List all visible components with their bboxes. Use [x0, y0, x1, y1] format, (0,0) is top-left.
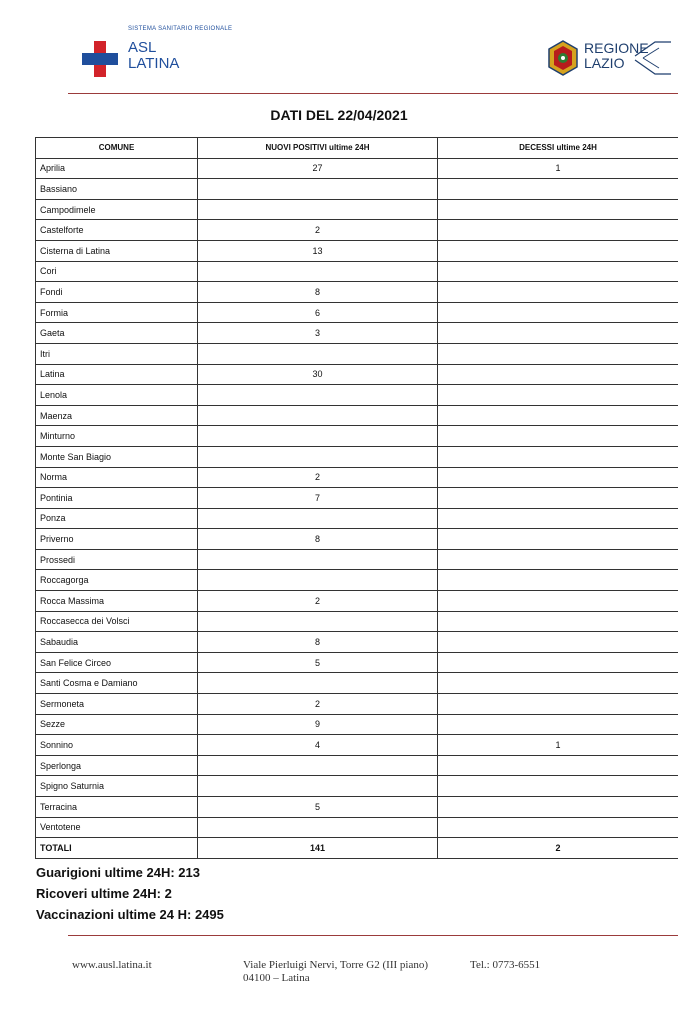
cell-deaths: [438, 488, 678, 509]
cell-new-positives: 2: [198, 694, 438, 715]
table-row: [36, 714, 678, 735]
cell-new-positives: [198, 385, 438, 406]
cell-new-positives: 13: [198, 240, 438, 261]
cell-deaths: [438, 632, 678, 653]
cell-comune: Castelforte: [36, 220, 198, 241]
table-row: [36, 817, 678, 838]
cell-deaths: [438, 529, 678, 550]
cell-new-positives: [198, 673, 438, 694]
table-row: [36, 591, 678, 612]
cell-new-positives: [198, 755, 438, 776]
lazio-crest-icon: [547, 40, 579, 76]
cell-deaths: [438, 179, 678, 200]
cell-new-positives: 9: [198, 714, 438, 735]
cell-new-positives: [198, 817, 438, 838]
cell-comune: Cori: [36, 261, 198, 282]
page-title: DATI DEL 22/04/2021: [270, 107, 408, 123]
cell-comune: Sezze: [36, 714, 198, 735]
cell-deaths: [438, 797, 678, 818]
table-row: [36, 755, 678, 776]
total-deaths: 2: [438, 838, 678, 859]
cell-deaths: [438, 652, 678, 673]
cell-deaths: [438, 776, 678, 797]
footer-website[interactable]: www.ausl.latina.it: [72, 959, 152, 971]
asl-latina-logo: [82, 24, 252, 84]
cell-comune: Priverno: [36, 529, 198, 550]
cell-new-positives: [198, 179, 438, 200]
cell-new-positives: 2: [198, 220, 438, 241]
table-row: [36, 488, 678, 509]
cell-deaths: [438, 282, 678, 303]
cell-comune: Santi Cosma e Damiano: [36, 673, 198, 694]
table-row: [36, 673, 678, 694]
table-row: [36, 220, 678, 241]
cell-new-positives: [198, 776, 438, 797]
cell-deaths: [438, 302, 678, 323]
cell-comune: Roccagorga: [36, 570, 198, 591]
table-row: [36, 158, 678, 179]
cell-comune: Spigno Saturnia: [36, 776, 198, 797]
cell-comune: Maenza: [36, 405, 198, 426]
region-name-line2: LAZIO: [584, 55, 625, 71]
table-row: [36, 611, 678, 632]
table-row: [36, 467, 678, 488]
cell-deaths: [438, 343, 678, 364]
total-label: TOTALI: [36, 838, 198, 859]
table-row: [36, 549, 678, 570]
cell-comune: Cisterna di Latina: [36, 240, 198, 261]
cell-deaths: [438, 508, 678, 529]
cell-comune: Sperlonga: [36, 755, 198, 776]
table-row: [36, 179, 678, 200]
table-total-row: [36, 838, 678, 859]
cell-new-positives: [198, 405, 438, 426]
cell-comune: Fondi: [36, 282, 198, 303]
table-row: [36, 385, 678, 406]
table-row: [36, 776, 678, 797]
cell-new-positives: 6: [198, 302, 438, 323]
table-row: [36, 282, 678, 303]
cell-new-positives: [198, 570, 438, 591]
cell-comune: Roccasecca dei Volsci: [36, 611, 198, 632]
cell-comune: Monte San Biagio: [36, 446, 198, 467]
cell-deaths: [438, 385, 678, 406]
table-row: [36, 261, 678, 282]
cell-comune: Aprilia: [36, 158, 198, 179]
cell-new-positives: [198, 199, 438, 220]
cell-comune: Itri: [36, 343, 198, 364]
cell-comune: Formia: [36, 302, 198, 323]
asl-name-line2: LATINA: [128, 55, 180, 72]
table-row: [36, 652, 678, 673]
footer-address: [243, 959, 448, 985]
covid-data-table: [35, 137, 678, 859]
cell-deaths: [438, 570, 678, 591]
footer-phone: Tel.: 0773-6551: [470, 959, 541, 971]
asl-name-line1: ASL: [128, 39, 157, 56]
cell-deaths: [438, 467, 678, 488]
cell-new-positives: 3: [198, 323, 438, 344]
cell-comune: Minturno: [36, 426, 198, 447]
cell-deaths: [438, 714, 678, 735]
total-new-positives: 141: [198, 838, 438, 859]
cell-deaths: [438, 364, 678, 385]
page-footer: [0, 955, 678, 1015]
cell-new-positives: 5: [198, 797, 438, 818]
cell-deaths: [438, 220, 678, 241]
footer-address-line2: 04100 – Latina: [243, 972, 310, 984]
table-header-row: [36, 138, 678, 159]
table-row: [36, 240, 678, 261]
cell-deaths: [438, 591, 678, 612]
table-row: [36, 405, 678, 426]
table-row: [36, 343, 678, 364]
cell-comune: Bassiano: [36, 179, 198, 200]
cell-new-positives: 7: [198, 488, 438, 509]
table-row: [36, 508, 678, 529]
table-row: [36, 570, 678, 591]
cell-new-positives: [198, 261, 438, 282]
table-row: [36, 797, 678, 818]
cell-deaths: [438, 673, 678, 694]
cell-new-positives: [198, 611, 438, 632]
column-header-new-positives: NUOVI POSITIVI ultime 24H: [198, 138, 438, 159]
cell-comune: Sonnino: [36, 735, 198, 756]
cell-new-positives: 2: [198, 591, 438, 612]
cell-new-positives: 5: [198, 652, 438, 673]
cell-comune: Ventotene: [36, 817, 198, 838]
cell-deaths: [438, 323, 678, 344]
cell-deaths: [438, 549, 678, 570]
table-row: [36, 426, 678, 447]
healed-summary: Guarigioni ultime 24H: 213: [36, 865, 200, 880]
cell-comune: Sabaudia: [36, 632, 198, 653]
cell-deaths: [438, 755, 678, 776]
column-header-comune: COMUNE: [36, 138, 198, 159]
lazio-wing-icon: [633, 40, 673, 76]
cell-deaths: [438, 694, 678, 715]
cell-new-positives: 8: [198, 529, 438, 550]
hospitalized-summary: Ricoveri ultime 24H: 2: [36, 886, 172, 901]
asl-name: [128, 40, 179, 72]
cell-new-positives: [198, 343, 438, 364]
cell-comune: Lenola: [36, 385, 198, 406]
page-header: [0, 0, 678, 95]
table-row: [36, 323, 678, 344]
cell-comune: Gaeta: [36, 323, 198, 344]
table-row: [36, 529, 678, 550]
cell-new-positives: 8: [198, 632, 438, 653]
cell-deaths: [438, 261, 678, 282]
cell-comune: San Felice Circeo: [36, 652, 198, 673]
asl-subtitle: SISTEMA SANITARIO REGIONALE: [128, 26, 233, 32]
cell-new-positives: 4: [198, 735, 438, 756]
cell-new-positives: [198, 508, 438, 529]
table-row: [36, 302, 678, 323]
cell-deaths: [438, 199, 678, 220]
region-name-line1: REGIONE: [584, 40, 649, 56]
cell-comune: Latina: [36, 364, 198, 385]
cell-new-positives: [198, 549, 438, 570]
column-header-deaths: DECESSI ultime 24H: [438, 138, 678, 159]
cell-deaths: 1: [438, 158, 678, 179]
cell-new-positives: 30: [198, 364, 438, 385]
cell-comune: Norma: [36, 467, 198, 488]
cell-new-positives: [198, 446, 438, 467]
table-row: [36, 735, 678, 756]
cell-new-positives: 2: [198, 467, 438, 488]
cell-deaths: [438, 611, 678, 632]
footer-divider: [68, 935, 678, 936]
cell-new-positives: 8: [198, 282, 438, 303]
table-row: [36, 364, 678, 385]
table-row: [36, 199, 678, 220]
red-blue-cross-icon: [82, 41, 118, 77]
cell-comune: Ponza: [36, 508, 198, 529]
table-row: [36, 694, 678, 715]
cell-deaths: 1: [438, 735, 678, 756]
vaccinations-summary: Vaccinazioni ultime 24 H: 2495: [36, 907, 224, 922]
cell-deaths: [438, 405, 678, 426]
cell-comune: Sermoneta: [36, 694, 198, 715]
cell-comune: Terracina: [36, 797, 198, 818]
cell-new-positives: [198, 426, 438, 447]
footer-address-line1: Viale Pierluigi Nervi, Torre G2 (III piano): [243, 959, 429, 971]
header-divider: [68, 93, 678, 94]
cell-comune: Pontinia: [36, 488, 198, 509]
cell-comune: Campodimele: [36, 199, 198, 220]
table-row: [36, 446, 678, 467]
cell-comune: Rocca Massima: [36, 591, 198, 612]
cell-comune: Prossedi: [36, 549, 198, 570]
cell-deaths: [438, 240, 678, 261]
cell-deaths: [438, 426, 678, 447]
cell-new-positives: 27: [198, 158, 438, 179]
cell-deaths: [438, 446, 678, 467]
table-row: [36, 632, 678, 653]
cell-deaths: [438, 817, 678, 838]
summary-block: [36, 862, 224, 925]
regione-lazio-logo: [545, 40, 675, 82]
